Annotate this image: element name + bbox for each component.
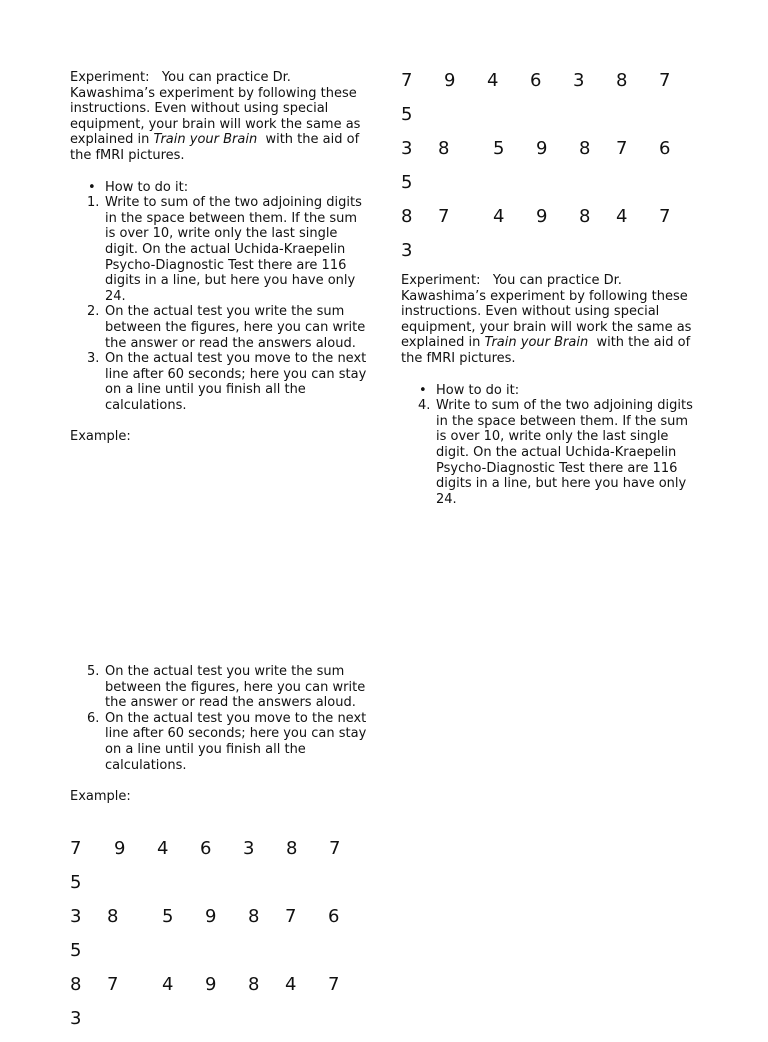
digit: 7 [107,974,119,995]
right-column [401,273,701,507]
digit: 4 [487,70,499,91]
digit: 8 [616,70,628,91]
digit: 5 [401,172,413,193]
digit: 8 [401,206,413,227]
digit: 7 [329,838,341,859]
digit: 9 [205,906,217,927]
digit: 6 [200,838,212,859]
digit: 8 [286,838,298,859]
digit: 6 [328,906,340,927]
digit: 9 [205,974,217,995]
digit-row [401,138,701,172]
left-column [70,70,370,445]
digit: 3 [401,240,413,261]
how-to-label: How to do it: [436,382,520,398]
intro-paragraph [401,273,701,367]
digit: 4 [157,838,169,859]
intro-text: You can practice Dr. Kawashima’s experiment by following these instructions. Even without using special equipment, your brain will work the same as explained in [70,70,361,148]
list-text: On the actual test you write the sum between the figures, here you can write the answer or read the answers aloud. [105,664,366,711]
digit: 7 [285,906,297,927]
digit: 7 [328,974,340,995]
digit: 6 [659,138,671,159]
digit-row [401,70,701,104]
digit: 5 [162,906,174,927]
intro-label: Experiment: [70,70,150,85]
list-text: Write to sum of the two adjoining digits in the space between them. If the sum is over 10, write only the last single digit. On the actual Uchida-Kraepelin Psycho-Diagnostic Test there are 116 digits in a line, but here you have only 24. [436,398,693,507]
digit-row [401,172,701,206]
list-number: 1. [87,195,100,211]
example-label: Example: [70,789,131,805]
list-item [70,711,370,773]
digit: 8 [107,906,119,927]
how-to-label: How to do it: [105,179,189,195]
digit: 9 [444,70,456,91]
digit: 3 [243,838,255,859]
digit-row [70,974,370,1008]
book-title: Train your Brain [153,132,258,148]
digit-grid-right [401,70,701,274]
list-text: On the actual test you move to the next line after 60 seconds; here you can stay on a line until you finish all the calculations. [105,710,367,773]
list-item [70,664,370,711]
intro-text: You can practice Dr. Kawashima’s experiment by following these instructions. Even without using special equipment, your brain will work the same as explained in [401,273,692,351]
digit: 9 [114,838,126,859]
list-item [70,304,370,351]
digit: 5 [493,138,505,159]
digit-row [70,906,370,940]
digit-row [70,872,370,906]
digit: 5 [70,872,82,893]
digit: 7 [438,206,450,227]
list-text: On the actual test you move to the next line after 60 seconds; here you can stay on a line until you finish all the calculations. [105,351,367,413]
digit: 3 [573,70,585,91]
list-number: 2. [87,304,100,320]
digit-row [70,838,370,872]
digit: 8 [70,974,82,995]
intro-label: Experiment: [401,273,481,288]
digit: 7 [659,70,671,91]
digit: 7 [616,138,628,159]
digit: 5 [70,940,82,961]
digit-row [401,206,701,240]
example-label: Example: [70,429,131,445]
digit: 7 [401,70,413,91]
digit: 9 [536,138,548,159]
digit: 4 [616,206,628,227]
digit-grid-left [70,838,370,1042]
intro-text-end: with the aid of the fMRI pictures. [70,132,360,163]
intro-text-end: with the aid of the fMRI pictures. [401,335,691,366]
list-number: 5. [87,664,100,679]
digit: 6 [530,70,542,91]
digit: 8 [438,138,450,159]
digit: 8 [248,974,260,995]
digit: 4 [285,974,297,995]
digit: 3 [401,138,413,159]
digit-row [401,240,701,274]
digit: 3 [70,906,82,927]
digit: 7 [70,838,82,859]
digit-row [401,104,701,138]
digit: 3 [70,1008,82,1029]
list-text: On the actual test you write the sum between the figures, here you can write the answer or read the answers aloud. [105,304,366,351]
list-number: 6. [87,710,100,726]
list-item [70,351,370,413]
list-text: Write to sum of the two adjoining digits in the space between them. If the sum is over 10, write only the last single digit. On the actual Uchida-Kraepelin Psycho-Diagnostic Test there are 116 digits in a line, but here you have only 24. [105,195,362,304]
list-item [70,195,370,304]
left-column-lower [70,664,370,805]
how-to-bullet [401,383,701,399]
digit-row [70,1008,370,1042]
book-title: Train your Brain [484,335,589,351]
digit: 5 [401,104,413,125]
digit: 8 [579,138,591,159]
digit-row [70,940,370,974]
list-item [401,398,701,507]
digit: 9 [536,206,548,227]
list-number: 4. [418,398,431,414]
digit: 8 [579,206,591,227]
list-number: 3. [87,351,100,367]
digit: 4 [162,974,174,995]
how-to-bullet [70,180,370,196]
intro-paragraph [70,70,370,164]
digit: 8 [248,906,260,927]
digit: 4 [493,206,505,227]
digit: 7 [659,206,671,227]
